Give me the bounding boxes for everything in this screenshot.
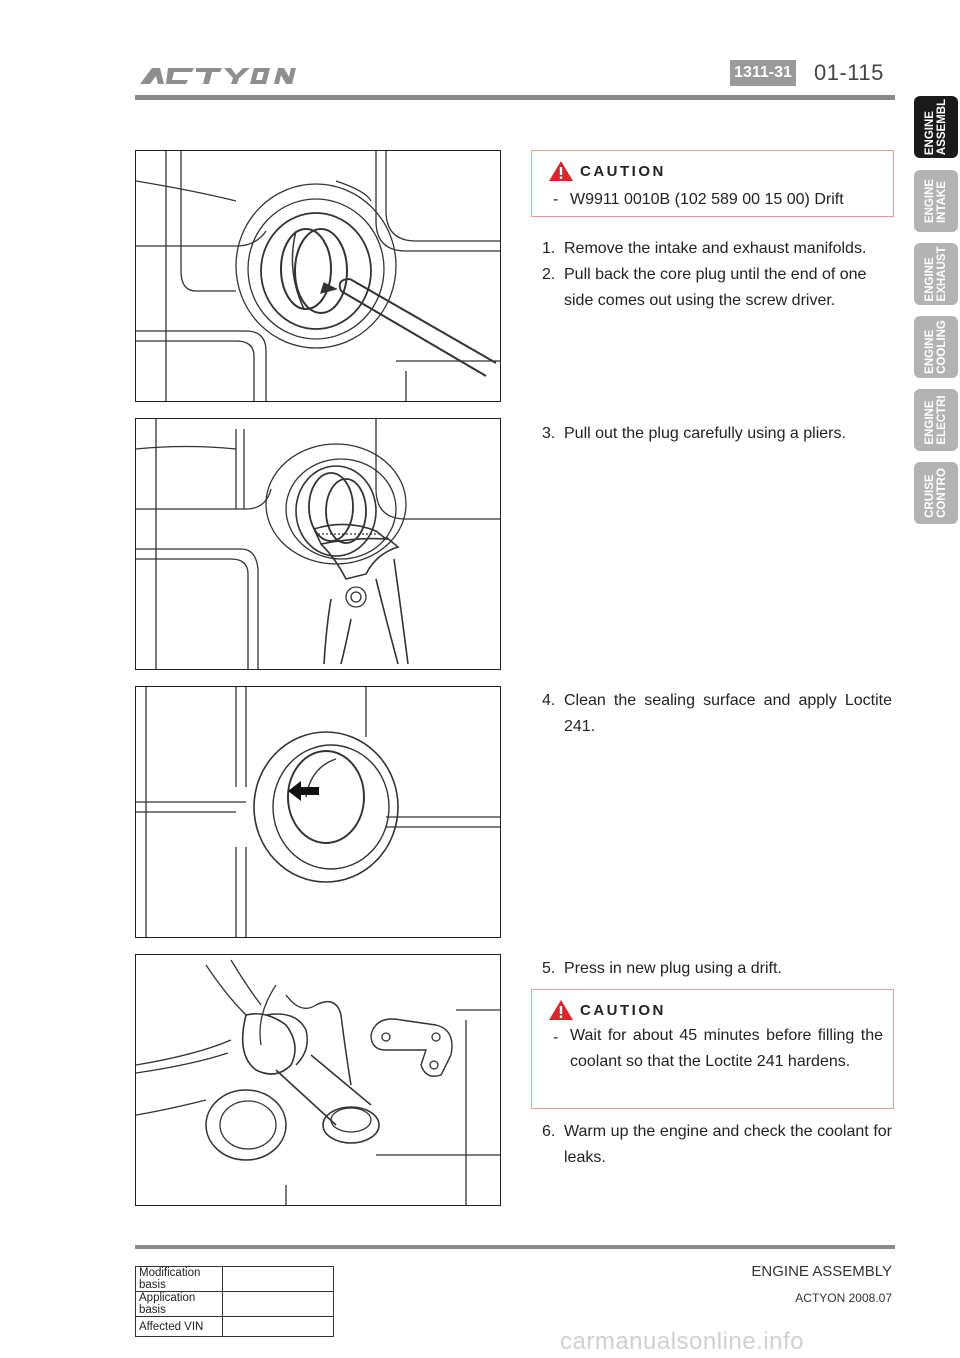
figure-screwdriver-core-plug — [135, 150, 501, 402]
actyon-logo — [138, 62, 298, 88]
footer-model-date: ACTYON 2008.07 — [795, 1291, 892, 1305]
figure-press-plug-drift — [135, 954, 501, 1206]
caution-box-drift — [531, 150, 894, 217]
watermark: carmanualsonline.info — [560, 1328, 804, 1355]
footer-section-title: ENGINE ASSEMBLY — [751, 1263, 892, 1280]
table-cell-value — [223, 1267, 334, 1292]
figure-seal-surface — [135, 686, 501, 938]
caution-dash: - — [553, 1029, 559, 1046]
table-cell-label: Application basis — [136, 1292, 223, 1317]
table-cell-value — [223, 1292, 334, 1317]
footer-divider — [135, 1245, 895, 1249]
caution-text: Wait for about 45 minutes before filling the coolant so that the Loctite 241 hardens. — [570, 1027, 883, 1070]
step-number: 1. — [542, 240, 556, 257]
side-tab-cruise-control[interactable]: CRUISE CONTRO — [914, 462, 958, 524]
table-cell-label: Affected VIN — [136, 1317, 223, 1337]
header-divider — [135, 95, 895, 100]
caution-box-loctite — [531, 989, 894, 1109]
step-text: Press in new plug using a drift. — [564, 960, 782, 977]
step-text: Clean the sealing surface and apply Loctite 241. — [564, 692, 892, 735]
caution-text: W9911 0010B (102 589 00 15 00) Drift — [570, 191, 844, 208]
table-row — [136, 1267, 334, 1292]
caution-title: CAUTION — [580, 163, 666, 180]
side-tab-engine-exhaust[interactable]: ENGINE EXHAUST — [914, 243, 958, 305]
step-text: Pull back the core plug until the end of one side comes out using the screw driver. — [564, 266, 867, 309]
page-number: 01-115 — [814, 60, 884, 85]
table-row — [136, 1292, 334, 1317]
caution-dash: - — [553, 191, 559, 208]
table-cell-label: Modification basis — [136, 1267, 223, 1292]
warning-triangle-icon — [548, 999, 574, 1021]
side-tab-engine-assembly[interactable]: ENGINE ASSEMBL — [914, 96, 958, 158]
side-tab-engine-electrical[interactable]: ENGINE ELECTRI — [914, 389, 958, 451]
side-tab-engine-intake[interactable]: ENGINE INTAKE — [914, 170, 958, 232]
step-number: 5. — [542, 960, 556, 977]
side-tab-engine-cooling[interactable]: ENGINE COOLING — [914, 316, 958, 378]
table-row — [136, 1317, 334, 1337]
step-text: Warm up the engine and check the coolant for leaks. — [564, 1123, 892, 1166]
step-number: 2. — [542, 266, 556, 283]
step-text: Remove the intake and exhaust manifolds. — [564, 240, 867, 257]
table-cell-value — [223, 1317, 334, 1337]
caution-title: CAUTION — [580, 1002, 666, 1019]
step-number: 4. — [542, 692, 556, 709]
figure-pliers-pull-plug — [135, 418, 501, 670]
step-number: 6. — [542, 1123, 556, 1140]
step-text: Pull out the plug carefully using a pliers. — [564, 425, 846, 442]
modification-table — [135, 1266, 334, 1337]
warning-triangle-icon — [548, 160, 574, 182]
section-code-badge: 1311-31 — [730, 60, 796, 86]
step-number: 3. — [542, 425, 556, 442]
